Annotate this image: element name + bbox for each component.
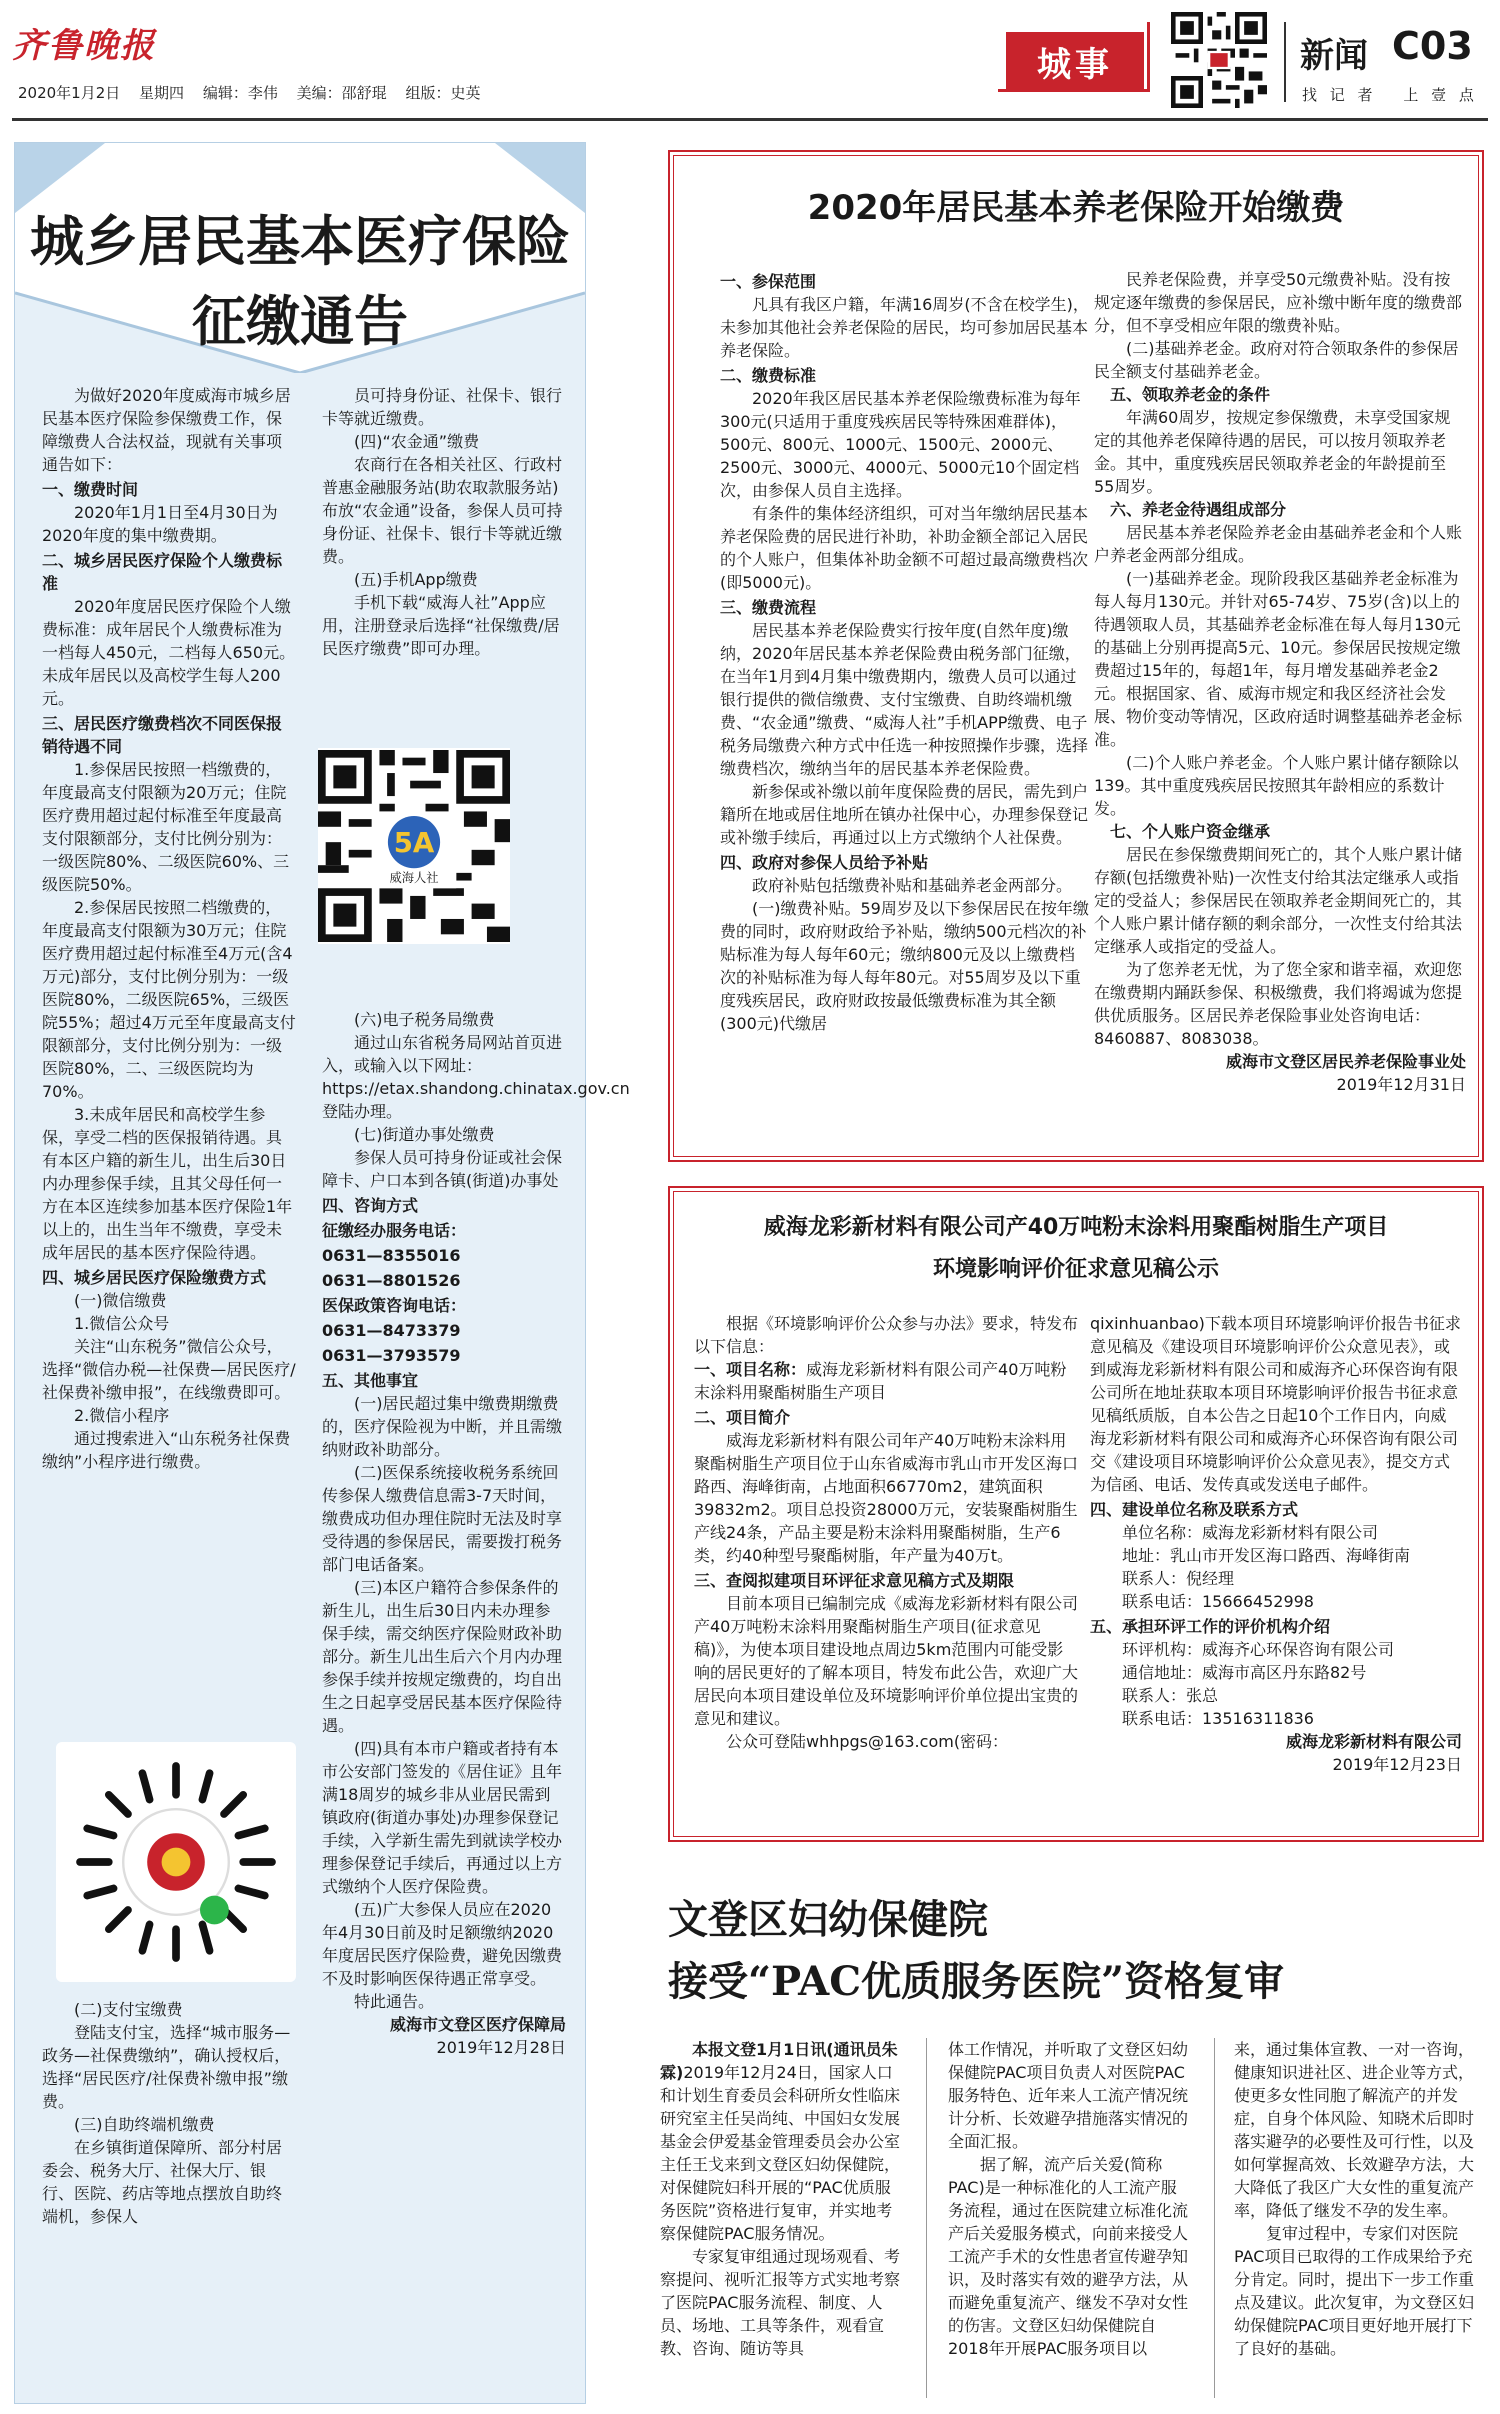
article-column-1 bbox=[660, 2038, 904, 2360]
paragraph: 年满60周岁，按规定参保缴费，未享受国家规定的其他养老保障待遇的居民，可以按月领取养老金。其中，重度残疾居民领取养老金的年龄提前至55周岁。 bbox=[1094, 408, 1451, 496]
header-rule bbox=[12, 118, 1488, 121]
pension-notice-box bbox=[668, 150, 1484, 1162]
notice-column-2 bbox=[322, 384, 566, 660]
paragraph: (四)“农金通”缴费 bbox=[354, 432, 480, 451]
signature: 威海市文登区医疗保障局 bbox=[389, 2015, 566, 2034]
pension-title: 2020年居民基本养老保险开始缴费 bbox=[807, 188, 1345, 228]
qr-logo-text: 5A bbox=[393, 826, 435, 860]
paragraph: 通信地址：威海市高区丹东路82号 bbox=[1122, 1663, 1367, 1682]
column-divider bbox=[1214, 2038, 1215, 2398]
header-qr-code[interactable] bbox=[1170, 12, 1268, 108]
paragraph: (一)居民超过集中缴费期缴费的，医疗保险视为中断，并且需缴纳财政补助部分。 bbox=[322, 1394, 563, 1459]
paragraph: 参保人员可持身份证或社会保障卡、户口本到各镇(街道)办事处 bbox=[322, 1148, 563, 1190]
signature: 威海龙彩新材料有限公司 bbox=[1285, 1732, 1462, 1751]
paragraph: (二)医保系统接收税务系统回传参保人缴费信息需3-7天时间，缴费成功但办理住院时无法及时享受待遇的参保居民，需要拨打税务部门电话备案。 bbox=[322, 1463, 563, 1574]
paragraph: 通过山东省税务局网站首页进入，或输入以下网址：https://etax.shandong.chinatax.gov.cn登陆办理。 bbox=[322, 1033, 630, 1121]
section-heading: 四、咨询方式 bbox=[322, 1196, 419, 1215]
environment-column-1 bbox=[694, 1312, 1078, 1753]
page-subline bbox=[1302, 84, 1496, 105]
signature-date: 2019年12月28日 bbox=[436, 2038, 566, 2057]
masthead: 齐鲁晚报 bbox=[12, 26, 156, 66]
inline-heading: 一、项目名称： bbox=[694, 1360, 807, 1379]
paragraph: 居民基本养老保险费实行按年度(自然年度)缴纳，2020年居民基本养老保险费由税务部门征缴，在当年1月到4月集中缴费期内，缴费人员可以通过银行提供的微信缴费、支付宝缴费、自助终端机缴费、“农金通”缴费、“威海人社”手机APP缴费、电子税务局缴费六种方式中任选一种按照操作步骤，选择缴费档次，缴纳当年的居民基本养老保险费。 bbox=[720, 621, 1089, 778]
section-heading: 四、政府对参保人员给予补贴 bbox=[720, 853, 929, 872]
article-column-2 bbox=[948, 2038, 1192, 2360]
paragraph: 农商行在各相关社区、行政村普惠金融服务站(助农取款服务站)布放“农金通”设备，参保人员可持身份证、社保卡、银行卡等就近缴费。 bbox=[322, 455, 563, 566]
paragraph: 凡具有我区户籍，年满16周岁(不含在校学生)，未参加其他社会养老保险的居民，均可参加居民基本养老保险。 bbox=[720, 295, 1089, 360]
paragraph: (六)电子税务局缴费 bbox=[354, 1010, 495, 1029]
section-heading: 五、承担环评工作的评价机构介绍 bbox=[1090, 1617, 1331, 1636]
paragraph: (一)缴费补贴。59周岁及以下参保居民在按年缴费的同时，政府财政给予补贴，缴纳500元档次的补贴标准为每人每年60元；缴纳800元及以上缴费档次的补贴标准为每人每年80元。对55周岁及以下重度残疾居民，政府财政按最低缴费标准为其全额(300元)代缴居 bbox=[720, 899, 1089, 1033]
proofreader: 组版：史英 bbox=[405, 84, 481, 102]
online-label: 上 壹 点 bbox=[1403, 86, 1478, 104]
paragraph: (三)自助终端机缴费 bbox=[74, 2115, 215, 2134]
paragraph: (七)街道办事处缴费 bbox=[354, 1125, 495, 1144]
paragraph: (一)微信缴费 bbox=[74, 1291, 167, 1310]
environment-notice-box bbox=[668, 1186, 1484, 1842]
article-lead-text: 2019年12月24日，国家人口和计划生育委员会科研所女性临床研究室主任吴尚纯、中国妇女发展基金会伊爱基金管理委员会办公室主任王戈来到文登区妇幼保健院，对保健院妇科开展的“PAC优质服务医院”资格进行复审，并实地考察保健院PAC服务情况。 bbox=[660, 2063, 901, 2243]
environment-title-line1: 威海龙彩新材料有限公司产40万吨粉末涂料用聚酯树脂生产项目 bbox=[763, 1215, 1389, 1240]
section-name: 新闻 bbox=[1300, 36, 1368, 76]
tax-miniprogram-code[interactable] bbox=[56, 1742, 296, 1982]
section-heading: 四、城乡居民医疗保险缴费方式 bbox=[42, 1268, 267, 1287]
article-paragraph: 据了解，流产后关爱(简称PAC)是一种标准化的人工流产服务流程，通过在医院建立标准化流产后关爱服务模式，向前来接受人工流产手术的女性患者宣传避孕知识，及时落实有效的避孕方法，从而避免重复流产、继发不孕对女性的伤害。文登区妇幼保健院自2018年开展PAC服务项目以 bbox=[948, 2155, 1189, 2358]
paragraph: 居民在参保缴费期间死亡的，其个人账户累计储存额(包括缴费补贴)一次性支付给其法定继承人或指定的受益人；参保居民在领取养老金期间死亡的，其个人账户累计储存额的剩余部分，一次性支付给其法定继承人或指定的受益人。 bbox=[1094, 845, 1463, 956]
issue-date: 2020年1月2日 bbox=[18, 84, 121, 102]
environment-title-line2: 环境影响评价征求意见稿公示 bbox=[932, 1257, 1219, 1282]
section-heading: 一、缴费时间 bbox=[42, 480, 139, 499]
paragraph: (五)手机App缴费 bbox=[354, 570, 478, 589]
paragraph: 目前本项目已编制完成《威海龙彩新材料有限公司产40万吨粉末涂料用聚酯树脂生产项目(征求意见稿)》，为使本项目建设地点周边5km范围内可能受影响的居民更好的了解本项目，特发布此公告，欢迎广大居民向本项目建设单位及环境影响评价单位提出宝贵的意见和建议。 bbox=[694, 1594, 1079, 1728]
paragraph: 联系人：倪经理 bbox=[1122, 1569, 1235, 1588]
paragraph: (四)具有本市户籍或者持有本市公安部门签发的《居住证》且年满18周岁的城乡非从业居民需到镇政府(街道办事处)办理参保登记手续，入学新生需先到就读学校办理参保登记手续后，再通过以上方式缴纳个人医疗保险费。 bbox=[322, 1739, 563, 1896]
section-heading: 七、个人账户资金继承 bbox=[1110, 822, 1271, 841]
section-heading: 三、缴费流程 bbox=[720, 598, 817, 617]
signature: 威海市文登区居民养老保险事业处 bbox=[1225, 1052, 1466, 1071]
section-heading: 一、参保范围 bbox=[720, 272, 817, 291]
paragraph: 关注“山东税务”微信公众号，选择“微信办税—社保费—居民医疗/社保费补缴申报”，在线缴费即可。 bbox=[42, 1337, 296, 1402]
paragraph: 特此通告。 bbox=[354, 1992, 435, 2011]
paragraph: 1.微信公众号 bbox=[74, 1314, 170, 1333]
paragraph: 新参保或补缴以前年度保险费的居民，需先到户籍所在地或居住地所在镇办社保中心，办理参保登记或补缴手续后，再通过以上方式缴纳个人社保费。 bbox=[720, 782, 1089, 847]
section-heading: 二、项目简介 bbox=[694, 1408, 791, 1427]
section-heading: 0631—3793579 bbox=[322, 1346, 461, 1365]
section-heading: 五、领取养老金的条件 bbox=[1110, 385, 1271, 404]
paragraph: 为做好2020年度威海市城乡居民基本医疗保险参保缴费工作，保障缴费人合法权益，现就有关事项通告如下： bbox=[42, 386, 291, 474]
header-separator bbox=[1284, 22, 1286, 102]
paragraph: (一)基础养老金。现阶段我区基础养老金标准为每人每月130元。并针对65-74岁、75岁(含)以上的待遇领取人员，其基础养老金标准在每人每月130元的基础上分别再提高5元、10元。参保居民按规定缴费超过15年的，每超1年，每月增发基础养老金2元。根据国家、省、威海市规定和我区经济社会发展、物价变动等情况，区政府适时调整基础养老金标准。 bbox=[1094, 569, 1463, 749]
paragraph: 政府补贴包括缴费补贴和基础养老金两部分。 bbox=[752, 876, 1073, 895]
article-paragraph: 来，通过集体宣教、一对一咨询，健康知识进社区、进企业等方式，使更多女性同胞了解流产的并发症，自身个体风险、知晓术后即时落实避孕的必要性及可行性，以及如何掌握高效、长效避孕方法，大大降低了我区广大女性的重复流产率，降低了继发不孕的发生率。 bbox=[1234, 2040, 1475, 2220]
page-number: C03 bbox=[1392, 24, 1473, 68]
notice-title-line1: 城乡居民基本医疗保险 bbox=[30, 209, 570, 273]
paragraph: 3.未成年居民和高校学生参保，享受二档的医保报销待遇。具有本区户籍的新生儿，出生后30日内办理参保手续，且其父母任何一方在本区连续参加基本医疗保险1年以上的，出生当年不缴费，享受未成年居民的基本医疗保险待遇。 bbox=[42, 1105, 293, 1262]
paragraph: 联系电话：13516311836 bbox=[1122, 1709, 1314, 1728]
paragraph: 公众可登陆whhpgs@163.com(密码： bbox=[726, 1732, 1009, 1751]
notice-column-1b bbox=[42, 1998, 296, 2228]
article-lead-paragraph bbox=[660, 2038, 904, 2245]
art-editor: 美编：邵舒琨 bbox=[296, 84, 387, 102]
paragraph: qixinhuanbao)下载本项目环境影响评价报告书征求意见稿及《建设项目环境影响评价公众意见表》，或到威海龙彩新材料有限公司和威海齐心环保咨询有限公司所在地址获取本项目环境影响评价报告书征求意见稿纸质版，自本公告之日起10个工作日内，向威海龙彩新材料有限公司和威海齐心环保咨询有限公司交《建设项目环境影响评价公众意见表》，提交方式为信函、电话、发传真或发送电子邮件。 bbox=[1090, 1314, 1461, 1494]
paragraph: 有条件的集体经济组织，可对当年缴纳居民基本养老保险费的居民进行补助，补助金额全部记入居民的个人账户，但集体补助金额不可超过最高缴费档次(即5000元)。 bbox=[720, 504, 1089, 592]
article-column-3 bbox=[1234, 2038, 1478, 2360]
section-heading: 0631—8473379 bbox=[322, 1321, 461, 1340]
paragraph: 2020年1月1日至4月30日为2020年度的集中缴费期。 bbox=[42, 503, 278, 545]
section-heading: 四、建设单位名称及联系方式 bbox=[1090, 1500, 1299, 1519]
paragraph: (二)个人账户养老金。个人账户累计储存额除以139。其中重度残疾居民按照其年龄相应的系数计发。 bbox=[1094, 753, 1459, 818]
paragraph: (二)支付宝缴费 bbox=[74, 2000, 183, 2019]
paragraph: 2.参保居民按照二档缴费的，年度最高支付限额为30万元；住院医疗费用超过起付标准至4万元(含4万元)部分，支付比例分别为：一级医院80%，二级医院65%，三级医院55%；超过4万元至年度最高支付限额部分，支付比例分别为：一级医院80%，二、三级医院均为70%。 bbox=[42, 898, 296, 1101]
article-paragraph: 复审过程中，专家们对医院PAC项目已取得的工作成果给予充分肯定。同时，提出下一步工作重点及建议。此次复审，为文登区妇幼保健院PAC项目更好地开展打下了良好的基础。 bbox=[1234, 2224, 1475, 2358]
paragraph: 登陆支付宝，选择“城市服务—政务—社保费缴纳”，确认授权后，选择“居民医疗/社保费补缴申报”缴费。 bbox=[42, 2023, 291, 2111]
paragraph: 为了您养老无忧，为了您全家和谐幸福，欢迎您在缴费期内踊跃参保、积极缴费，我们将竭诚为您提供优质服务。区居民养老保险事业处咨询电话：8460887、8083038。 bbox=[1094, 960, 1463, 1048]
editor: 编辑：李伟 bbox=[202, 84, 278, 102]
section-heading: 五、其他事宜 bbox=[322, 1371, 419, 1390]
paragraph: 根据《环境影响评价公众参与办法》要求，特发布以下信息： bbox=[694, 1314, 1079, 1356]
paragraph: 地址：乳山市开发区海口路西、海峰街南 bbox=[1122, 1546, 1411, 1565]
paragraph: 民养老保险费，并享受50元缴费补贴。没有按规定逐年缴费的参保居民，应补缴中断年度的缴费部分，但不享受相应年限的缴费补贴。 bbox=[1094, 270, 1463, 335]
section-heading: 三、查阅拟建项目环评征求意见稿方式及期限 bbox=[694, 1571, 1015, 1590]
weihai-renshe-qr-code[interactable] bbox=[318, 748, 510, 944]
paragraph: 1.参保居民按照一档缴费的，年度最高支付限额为20万元；住院医疗费用超过起付标准至年度最高支付限额部分，支付比例分别为：一级医院80%、二级医院60%、三级医院50%。 bbox=[42, 760, 290, 894]
section-tag-label: 城事 bbox=[1006, 32, 1144, 90]
article-paragraph: 体工作情况，并听取了文登区妇幼保健院PAC项目负责人对医院PAC服务特色、近年来人工流产情况统计分析、长效避孕措施落实情况的全面汇报。 bbox=[948, 2040, 1189, 2151]
section-heading: 二、城乡居民医疗保险个人缴费标准 bbox=[42, 551, 283, 593]
dateline bbox=[18, 82, 494, 103]
paragraph bbox=[694, 1358, 1078, 1404]
paragraph: (五)广大参保人员应在2020年4月30日前及时足额缴纳2020年度居民医疗保险费，避免因缴费不及时影响医保待遇正常享受。 bbox=[322, 1900, 563, 1988]
paragraph: 居民基本养老保险养老金由基础养老金和个人账户养老金两部分组成。 bbox=[1094, 523, 1463, 565]
find-reporter-label: 找 记 者 bbox=[1302, 86, 1377, 104]
paragraph: (三)本区户籍符合参保条件的新生儿，出生后30日内未办理参保手续，需交纳医疗保险财政补助部分。新生儿出生后六个月内办理参保手续并按规定缴费的，均自出生之日起享受居民基本医疗保险待遇。 bbox=[322, 1578, 563, 1735]
paragraph: 2.微信小程序 bbox=[74, 1406, 170, 1425]
paragraph: 员可持身份证、社保卡、银行卡等就近缴费。 bbox=[322, 386, 563, 428]
paragraph: 2020年度居民医疗保险个人缴费标准：成年居民个人缴费标准为一档每人450元，二档每人650元。未成年居民以及高校学生每人200元。 bbox=[42, 597, 296, 708]
section-heading: 三、居民医疗缴费档次不同医保报销待遇不同 bbox=[42, 714, 283, 756]
section-tag bbox=[998, 22, 1150, 92]
section-heading: 征缴经办服务电话： bbox=[322, 1221, 467, 1240]
signature-date: 2019年12月31日 bbox=[1336, 1075, 1466, 1094]
section-heading: 0631—8801526 bbox=[322, 1271, 461, 1290]
paragraph: 联系电话：15666452998 bbox=[1122, 1592, 1314, 1611]
section-heading: 0631—8355016 bbox=[322, 1246, 461, 1265]
paragraph: 2020年我区居民基本养老保险缴费标准为每年300元(只适用于重度残疾居民等特殊困难群体)，500元、800元、1000元、1500元、2000元、2500元、3000元、4000元、5000元10个固定档次，由参保人员自主选择。 bbox=[720, 389, 1081, 500]
signature-date: 2019年12月23日 bbox=[1332, 1755, 1462, 1774]
inline-text: 威海龙彩新材料有限公司产40万吨粉末涂料用聚酯树脂生产项目 bbox=[694, 1360, 1067, 1402]
section-heading: 医保政策咨询电话： bbox=[322, 1296, 467, 1315]
section-heading: 六、养老金待遇组成部分 bbox=[1110, 500, 1287, 519]
column-divider bbox=[926, 2038, 927, 2398]
paragraph: (二)基础养老金。政府对符合领取条件的参保居民全额支付基础养老金。 bbox=[1094, 339, 1459, 381]
article-paragraph: 专家复审组通过现场观看、考察提问、视听汇报等方式实地考察了医院PAC服务流程、制度、人员、场地、工具等条件，观看宣教、咨询、随访等具 bbox=[660, 2247, 901, 2358]
pension-column-2 bbox=[1094, 268, 1466, 1096]
paragraph: 威海龙彩新材料有限公司年产40万吨粉末涂料用聚酯树脂生产项目位于山东省威海市乳山市开发区海口路西、海峰街南，占地面积66770m2，建筑面积39832m2。项目总投资28000万元，安装聚酯树脂生产线24条，产品主要是粉末涂料用聚酯树脂，生产6类，约40种型号聚酯树脂，年产量为40万t。 bbox=[694, 1431, 1079, 1565]
paragraph: 在乡镇街道保障所、部分村居委会、税务大厅、社保大厅、银行、医院、药店等地点摆放自助终端机，参保人 bbox=[42, 2138, 283, 2226]
pension-column-1 bbox=[720, 268, 1090, 1035]
notice-column-2b bbox=[322, 1008, 630, 2059]
section-heading: 二、缴费标准 bbox=[720, 366, 817, 385]
paragraph: 单位名称：威海龙彩新材料有限公司 bbox=[1122, 1523, 1379, 1542]
notice-column-1 bbox=[42, 384, 296, 1473]
weekday: 星期四 bbox=[139, 84, 185, 102]
article-title-line1: 文登区妇幼保健院 bbox=[668, 1896, 988, 1943]
paragraph: 联系人：张总 bbox=[1122, 1686, 1219, 1705]
article-title-line2: 接受“PAC优质服务医院”资格复审 bbox=[668, 1958, 1285, 2005]
paragraph: 环评机构：威海齐心环保咨询有限公司 bbox=[1122, 1640, 1395, 1659]
article-dateline: 本报文登1月1日讯(通讯员朱霖) bbox=[660, 2040, 898, 2082]
notice-title-line2: 征缴通告 bbox=[192, 289, 408, 353]
environment-column-2 bbox=[1090, 1312, 1462, 1776]
paragraph: 手机下载“威海人社”App应用，注册登录后选择“社保缴费/居民医疗缴费”即可办理。 bbox=[322, 593, 560, 658]
qr-logo-caption: 威海人社 bbox=[389, 871, 439, 886]
paragraph: 通过搜索进入“山东税务社保费缴纳”小程序进行缴费。 bbox=[42, 1429, 291, 1471]
notice-title bbox=[15, 201, 585, 361]
